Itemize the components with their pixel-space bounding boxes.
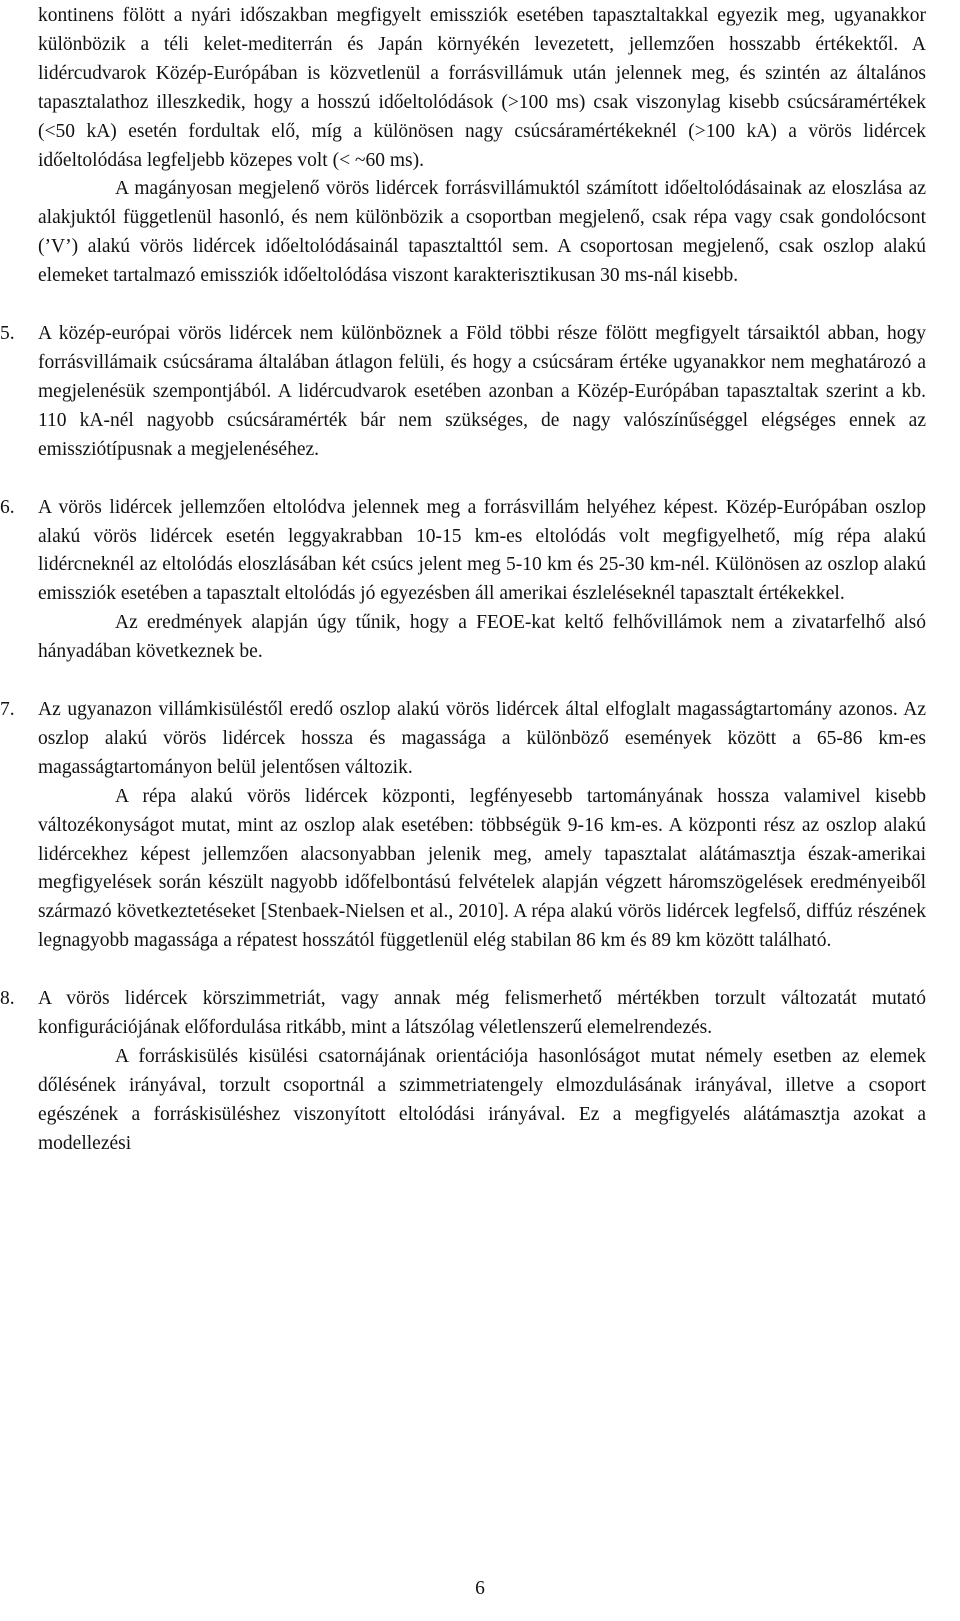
paragraph: Az eredmények alapján úgy tűnik, hogy a FEOE-kat keltő felhővillámok nem a zivatarfelhő alsó hányadában következnek be. xyxy=(38,612,926,663)
list-item-6 xyxy=(0,494,926,667)
list-item-number: 5. xyxy=(0,323,15,345)
paragraph: A közép-európai vörös lidércek nem különböznek a Föld többi része fölött megfigyelt társaiktól abban, hogy forrásvillámaik csúcsárama általában átlagon felüli, és hogy a csúcsáram értéke ugyanakkor nem meghatározó a megjelenésük szempontjából. A lidércudvarok esetében azonban a Közép-Európában tapasztaltak szerint a kb. 110 kA-nél nagyobb csúcsáramérték bár nem szükséges, de nagy valószínűséggel elégséges ennek az emissziótípusnak a megjelenéséhez. xyxy=(38,323,926,460)
paragraph: kontinens fölött a nyári időszakban megfigyelt emissziók esetében tapasztaltakkal egyezik meg, ugyanakkor különbözik a téli kelet-mediterrán és Japán környékén levezetett, jellemzően hosszabb értékektől. A lidércudvarok Közép-Európában is közvetlenül a forrásvillámuk után jelennek meg, és szintén az általános tapasztalathoz illeszkedik, hogy a hosszú időeltolódások (>100 ms) csak viszonylag kisebb csúcsáramértékek (<50 kA) esetén fordultak elő, míg a különösen nagy csúcsáramértékeknél (>100 kA) a vörös lidércek időeltolódása legfeljebb közepes volt (< ~60 ms). xyxy=(38,5,926,171)
paragraph: Az ugyanazon villámkisüléstől eredő oszlop alakú vörös lidércek által elfoglalt magasságtartomány azonos. Az oszlop alakú vörös lidércek hossza és magassága a különböző események között a 65-86 km-es magasságtartományon belül jelentősen változik. xyxy=(38,699,926,778)
paragraph: A vörös lidércek jellemzően eltolódva jelennek meg a forrásvillám helyéhez képest. Közép-Európában oszlop alakú vörös lidércek esetén leggyakrabban 10-15 km-es eltolódás volt megfigyelhető, míg répa alakú lidércneknél az eltolódás eloszlásában két csúcs jelent meg 5-10 km és 25-30 km-nél. Különösen az oszlop alakú emissziók esetében a tapasztalt eltolódás jó egyezésben áll amerikai észleléseknél tapasztalt értékekkel. xyxy=(38,496,926,605)
page-number: 6 xyxy=(475,1578,485,1599)
list-item-number: 8. xyxy=(0,988,15,1010)
intro-section xyxy=(38,2,926,291)
list-item-7 xyxy=(0,696,926,956)
document-page xyxy=(0,2,926,1159)
paragraph: A répa alakú vörös lidércek központi, legfényesebb tartományának hossza valamivel kisebb változékonyságot mutat, mint az oszlop alak esetében: többségük 9-16 km-es. A központi rész az oszlop alakú lidércekhez képest jellemzően alacsonyabban jelenik meg, amely tapasztalat alátámasztja észak-amerikai megfigyelések során készült nagyobb időfelbontású felvételek alapján végzett háromszögelések eredményeiből származó következtetéseket [Stenbaek-Nielsen et al., 2010]. A répa alakú vörös lidércek legfelső, diffúz részének legnagyobb magassága a répatest hosszától függetlenül elég stabilan 86 km és 89 km között található. xyxy=(38,785,926,952)
list-item-8 xyxy=(0,985,926,1158)
paragraph: A forráskisülés kisülési csatornájának orientációja hasonlóságot mutat némely esetben az elemek dőlésének irányával, torzult csoportnál a szimmetriatengely elmozdulásának irányával, illetve a csoport egészének a forráskisüléshez viszonyított eltolódási irányával. Ez a megfigyelés alátámasztja azokat a modellezési xyxy=(38,1046,926,1154)
paragraph: A vörös lidércek körszimmetriát, vagy annak még felismerhető mértékben torzult változatát mutató konfigurációjának előfordulása ritkább, mint a látszólag véletlenszerű elemelrendezés. xyxy=(38,988,926,1039)
list-item-number: 6. xyxy=(0,496,15,518)
paragraph: A magányosan megjelenő vörös lidércek forrásvillámuktól számított időeltolódásainak az eloszlása az alakjuktól függetlenül hasonló, és nem különbözik a csoportban megjelenő, csak répa vagy csak gondolócsont (’V’) alakú vörös lidércek időeltolódásainál tapasztalttól sem. A csoportosan megjelenő, csak oszlop alakú elemeket tartalmazó emissziók időeltolódása viszont karakterisztikusan 30 ms-nál kisebb. xyxy=(38,178,926,287)
list-item-5 xyxy=(0,320,926,465)
list-item-number: 7. xyxy=(0,699,15,721)
